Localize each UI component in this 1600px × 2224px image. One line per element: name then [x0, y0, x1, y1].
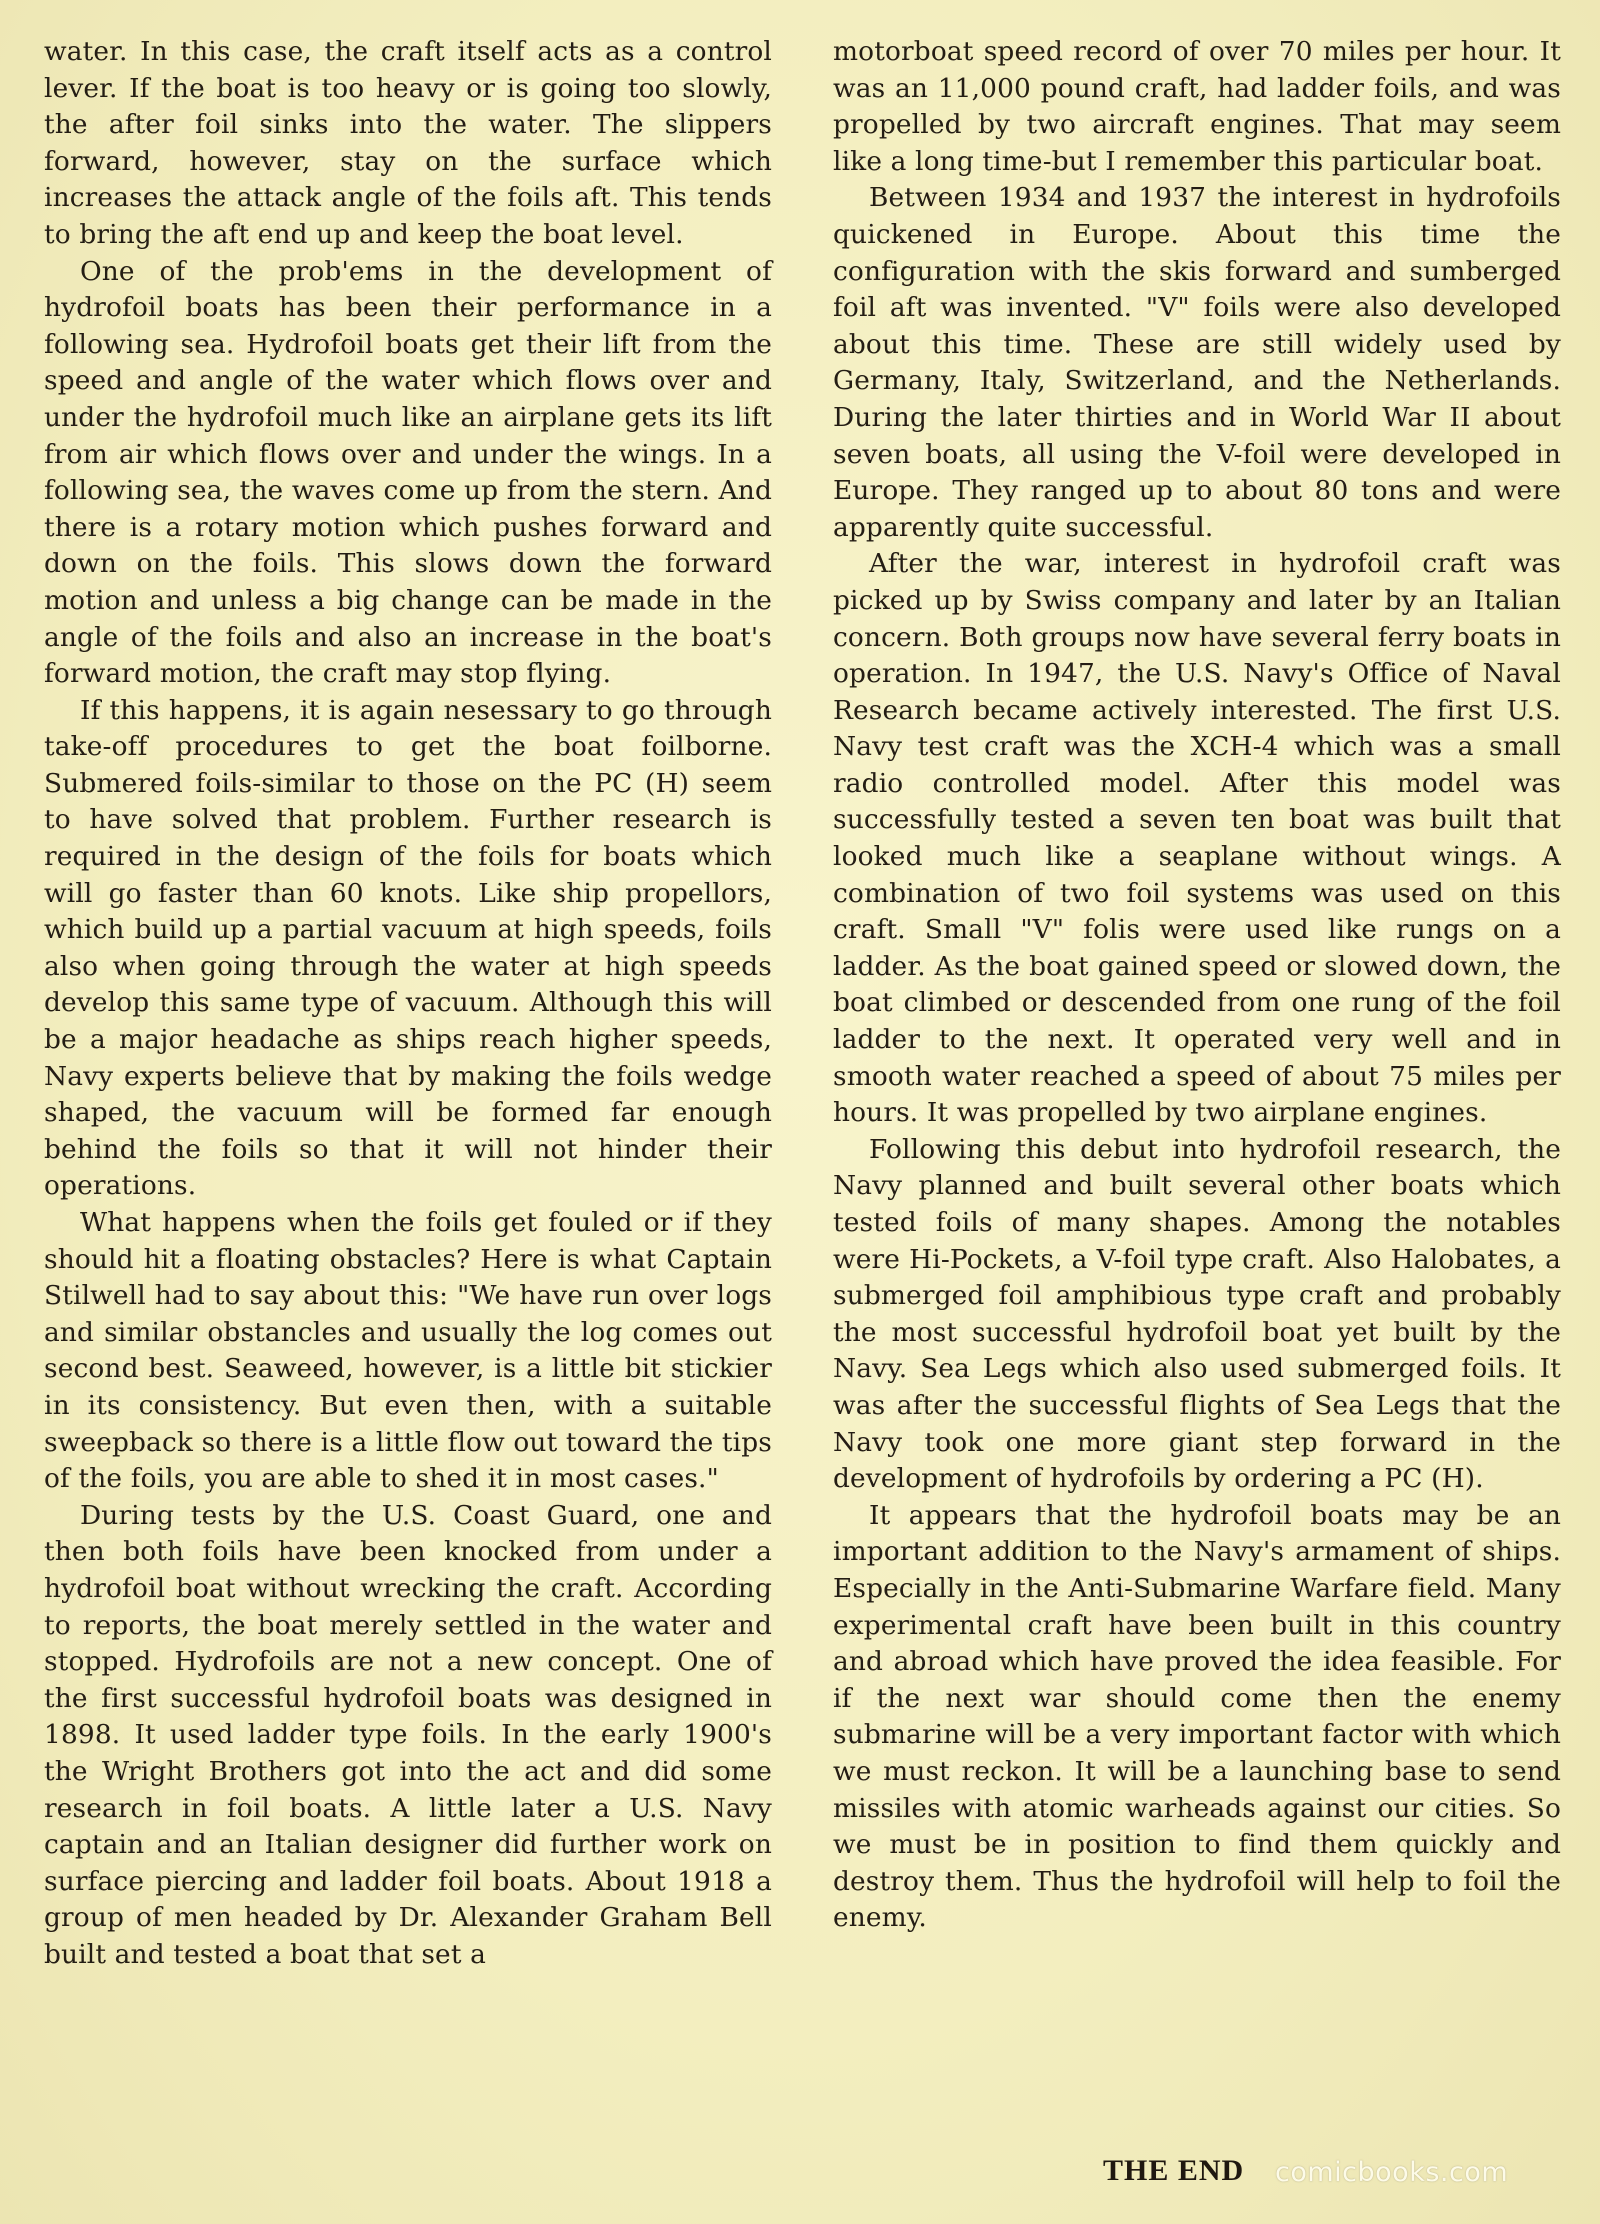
paragraph: What happens when the foils get fouled or if they should hit a floating obstacles? Here is what Captain Stilwell had to say about this: "We have run over logs and similar obstancles and usually the log comes out second best. Seaweed, however, is a little bit stickier in its consistency. But even then, with a suitable sweepback so there is a little flow out toward the tips of the foils, you are able to shed it in most cases."	[44, 1207, 772, 1495]
paragraph: It appears that the hydrofoil boats may be an important addition to the Navy's armament of ships. Especially in the Anti-Submarine Warfare field. Many experimental craft have been built in this country and abroad which have proved the idea feasible. For if the next war should come then the enemy submarine will be a very important factor with which we must reckon. It will be a launching base to send missiles with atomic warheads against our cities. So we must be in position to find them quickly and destroy them. Thus the hydrofoil will help to foil the enemy.	[833, 1499, 1561, 1934]
paragraph: water. In this case, the craft itself acts as a control lever. If the boat is too heavy or is going too slowly, the after foil sinks into the water. The slippers forward, however, stay on the surface which increases the attack angle of the foils aft. This tends to bring the aft end up and keep the boat level.	[44, 36, 772, 250]
closing-text: THE END	[1103, 2154, 1245, 2187]
right-text-column	[833, 34, 1561, 1937]
paragraph: One of the prob'ems in the development of hydrofoil boats has been their performance in a following sea. Hydrofoil boats get their lift from the speed and angle of the water which flows over and under the hydrofoil much like an airplane gets its lift from air which flows over and under the wings. In a following sea, the waves come up from the stern. And there is a rotary motion which pushes forward and down on the foils. This slows down the forward motion and unless a big change can be made in the angle of the foils and also an increase in the boat's forward motion, the craft may stop flying.	[44, 255, 772, 690]
paragraph: Following this debut into hydrofoil research, the Navy planned and built several other boats which tested foils of many shapes. Among the notables were Hi-Pockets, a V-foil type craft. Also Halobates, a submerged foil amphibious type craft and probably the most successful hydrofoil boat yet built by the Navy. Sea Legs which also used submerged foils. It was after the successful flights of Sea Legs that the Navy took one more giant step forward in the development of hydrofoils by ordering a PC (H).	[833, 1133, 1561, 1495]
paragraph: Between 1934 and 1937 the interest in hydrofoils quickened in Europe. About this time the configuration with the skis forward and sumberged foil aft was invented. "V" foils were also developed about this time. These are still widely used by Germany, Italy, Switzerland, and the Netherlands. During the later thirties and in World War II about seven boats, all using the V-foil were developed in Europe. They ranged up to about 80 tons and were apparently quite successful.	[833, 182, 1561, 543]
paragraph: motorboat speed record of over 70 miles per hour. It was an 11,000 pound craft, had ladder foils, and was propelled by two aircraft engines. That may seem like a long time-but I remember this particular boat.	[833, 36, 1561, 177]
left-text-column	[44, 34, 772, 1973]
paragraph: After the war, interest in hydrofoil craft was picked up by Swiss company and later by an Italian concern. Both groups now have several ferry boats in operation. In 1947, the U.S. Navy's Office of Naval Research became actively interested. The first U.S. Navy test craft was the XCH-4 which was a small radio controlled model. After this model was successfully tested a seven ten boat was built that looked much like a seaplane without wings. A combination of two foil systems was used on this craft. Small "V" folis were used like rungs on a ladder. As the boat gained speed or slowed down, the boat climbed or descended from one rung of the foil ladder to the next. It operated very well and in smooth water reached a speed of about 75 miles per hours. It was propelled by two airplane engines.	[833, 548, 1561, 1129]
watermark-text: comicbooks.com	[1275, 2157, 1509, 2188]
paragraph: If this happens, it is again nesessary to go through take-off procedures to get the boat foilborne. Submered foils-similar to those on the PC (H) seem to have solved that problem. Further research is required in the design of the foils for boats which will go faster than 60 knots. Like ship propellors, which build up a partial vacuum at high speeds, foils also when going through the water at high speeds develop this same type of vacuum. Although this will be a major headache as ships reach higher speeds, Navy experts believe that by making the foils wedge shaped, the vacuum will be formed far enough behind the foils so that it will not hinder their operations.	[44, 694, 772, 1202]
paragraph: During tests by the U.S. Coast Guard, one and then both foils have been knocked from under a hydrofoil boat without wrecking the craft. According to reports, the boat merely settled in the water and stopped. Hydrofoils are not a new concept. One of the first successful hydrofoil boats was designed in 1898. It used ladder type foils. In the early 1900's the Wright Brothers got into the act and did some research in foil boats. A little later a U.S. Navy captain and an Italian designer did further work on surface piercing and ladder foil boats. About 1918 a group of men headed by Dr. Alexander Graham Bell built and tested a boat that set a	[44, 1499, 772, 1970]
